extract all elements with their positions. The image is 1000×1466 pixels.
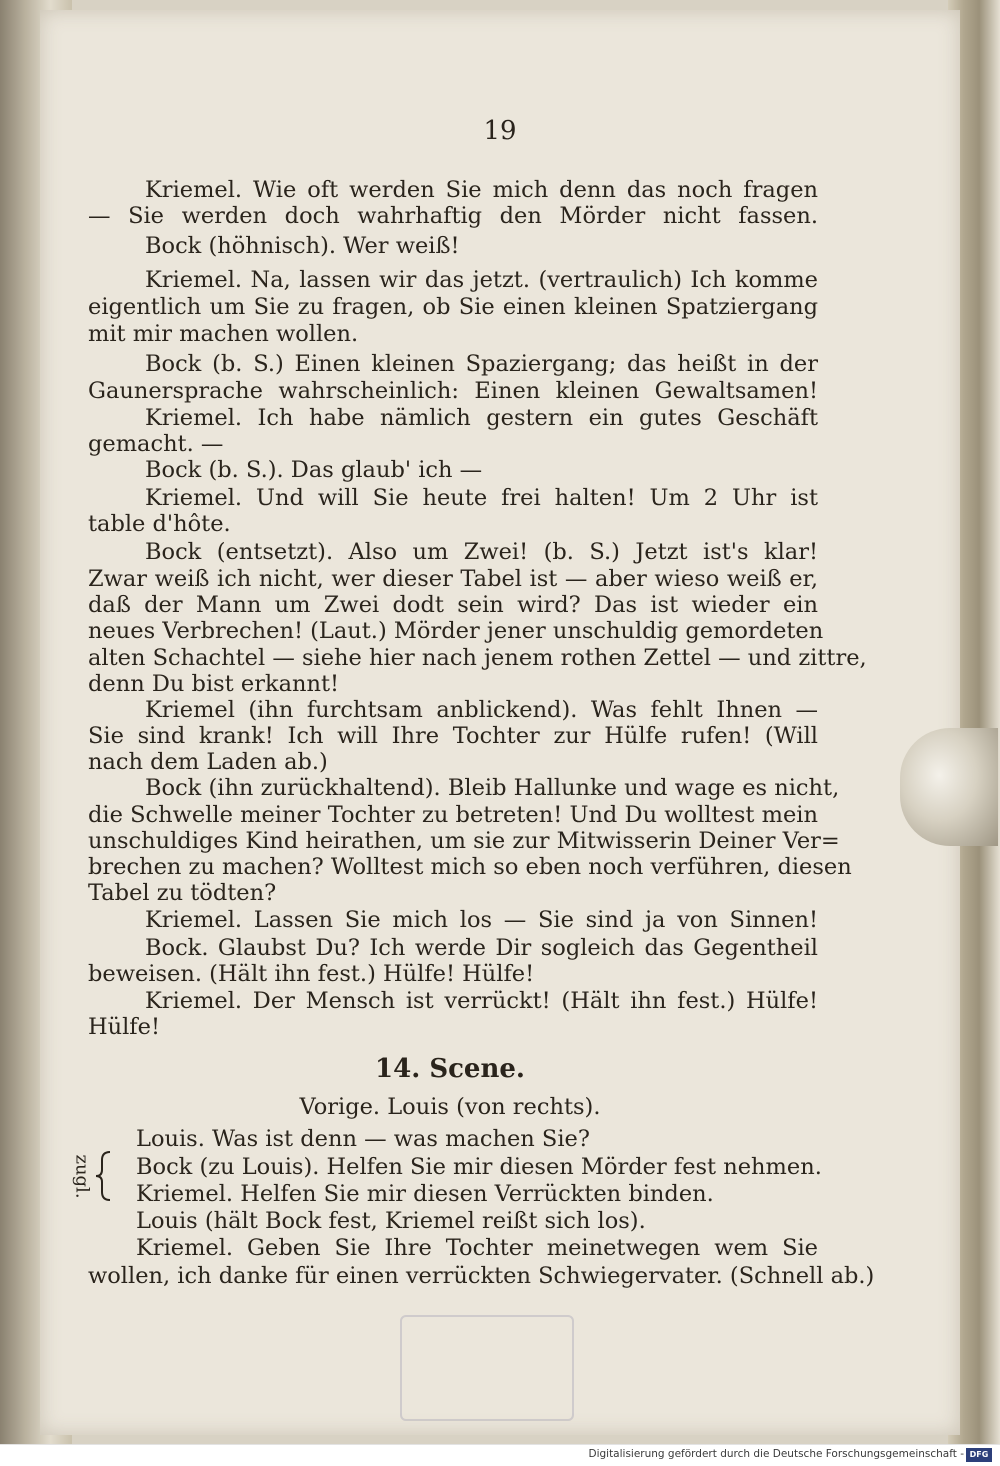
- text-line: beweisen. (Hält ihn fest.) Hülfe! Hülfe!: [88, 961, 535, 987]
- text-line: Bock (entsetzt). Also um Zwei! (b. S.) Jetzt ist's klar!: [145, 539, 818, 565]
- scene-subheading: Vorige. Louis (von rechts).: [299, 1094, 601, 1120]
- text-line: gemacht. —: [88, 431, 224, 457]
- text-line: Kriemel. Und will Sie heute frei halten! Um 2 Uhr ist: [145, 485, 818, 511]
- text-line: Bock. Glaubst Du? Ich werde Dir sogleich das Gegentheil: [145, 935, 818, 961]
- scene-line: Bock (zu Louis). Helfen Sie mir diesen Mörder fest nehmen.: [136, 1154, 822, 1180]
- footer-text: Digitalisierung gefördert durch die Deutsche Forschungsgemeinschaft -: [588, 1448, 964, 1460]
- scene-line: Louis (hält Bock fest, Kriemel reißt sich los).: [136, 1208, 646, 1234]
- text-line: Gaunersprache wahrscheinlich: Einen kleinen Gewaltsamen!: [88, 378, 818, 404]
- scene-line: wollen, ich danke für einen verrückten Schwiegervater. (Schnell ab.): [88, 1263, 875, 1289]
- text-line: Zwar weiß ich nicht, wer dieser Tabel ist — aber wieso weiß er,: [88, 566, 818, 592]
- text-line: nach dem Laden ab.): [88, 749, 328, 775]
- library-stamp: [400, 1315, 574, 1421]
- text-line: Kriemel. Der Mensch ist verrückt! (Hält ihn fest.) Hülfe!: [145, 988, 818, 1014]
- text-line: Bock (b. S.) Einen kleinen Spaziergang; das heißt in der: [145, 351, 818, 377]
- brace-icon: [90, 1150, 118, 1202]
- text-line: Kriemel. Lassen Sie mich los — Sie sind ja von Sinnen!: [145, 907, 818, 933]
- text-line: Kriemel. Wie oft werden Sie mich denn das noch fragen: [145, 177, 818, 203]
- text-line: Kriemel (ihn furchtsam anblickend). Was fehlt Ihnen —: [145, 697, 818, 723]
- scene-line: Kriemel. Helfen Sie mir diesen Verrückten binden.: [136, 1181, 714, 1207]
- text-line: unschuldiges Kind heirathen, um sie zur Mitwisserin Deiner Ver=: [88, 828, 840, 854]
- scene-line: Kriemel. Geben Sie Ihre Tochter meinetwegen wem Sie: [136, 1235, 818, 1261]
- text-line: Kriemel. Na, lassen wir das jetzt. (vertraulich) Ich komme: [145, 267, 818, 293]
- text-line: die Schwelle meiner Tochter zu betreten! Und Du wolltest mein: [88, 802, 818, 828]
- text-line: mit mir machen wollen.: [88, 321, 359, 347]
- scene-heading: 14. Scene.: [375, 1054, 525, 1084]
- dfg-logo-icon: DFG: [966, 1448, 992, 1462]
- text-line: Tabel zu tödten?: [88, 880, 277, 906]
- text-line: neues Verbrechen! (Laut.) Mörder jener unschuldig gemordeten: [88, 618, 824, 644]
- scene-line: Louis. Was ist denn — was machen Sie?: [136, 1126, 590, 1152]
- text-line: Bock (ihn zurückhaltend). Bleib Hallunke und wage es nicht,: [145, 775, 840, 801]
- page-tab-marker: [900, 728, 998, 846]
- text-line: brechen zu machen? Wolltest mich so eben noch verführen, diesen: [88, 854, 852, 880]
- text-line: — Sie werden doch wahrhaftig den Mörder nicht fassen.: [88, 203, 818, 229]
- text-line: Bock (b. S.). Das glaub' ich —: [145, 457, 483, 483]
- text-line: daß der Mann um Zwei dodt sein wird? Das ist wieder ein: [88, 592, 818, 618]
- text-line: alten Schachtel — siehe hier nach jenem rothen Zettel — und zittre,: [88, 645, 867, 671]
- text-line: denn Du bist erkannt!: [88, 671, 340, 697]
- text-line: Hülfe!: [88, 1014, 160, 1040]
- margin-note: zugl.: [71, 1154, 93, 1199]
- text-line: Bock (höhnisch). Wer weiß!: [145, 233, 460, 259]
- text-line: Sie sind krank! Ich will Ihre Tochter zur Hülfe rufen! (Will: [88, 723, 818, 749]
- page-number: 19: [483, 116, 517, 146]
- footer-bar: [0, 1444, 1000, 1466]
- text-line: eigentlich um Sie zu fragen, ob Sie einen kleinen Spatziergang: [88, 294, 818, 320]
- text-line: Kriemel. Ich habe nämlich gestern ein gutes Geschäft: [145, 405, 818, 431]
- text-line: table d'hôte.: [88, 511, 231, 537]
